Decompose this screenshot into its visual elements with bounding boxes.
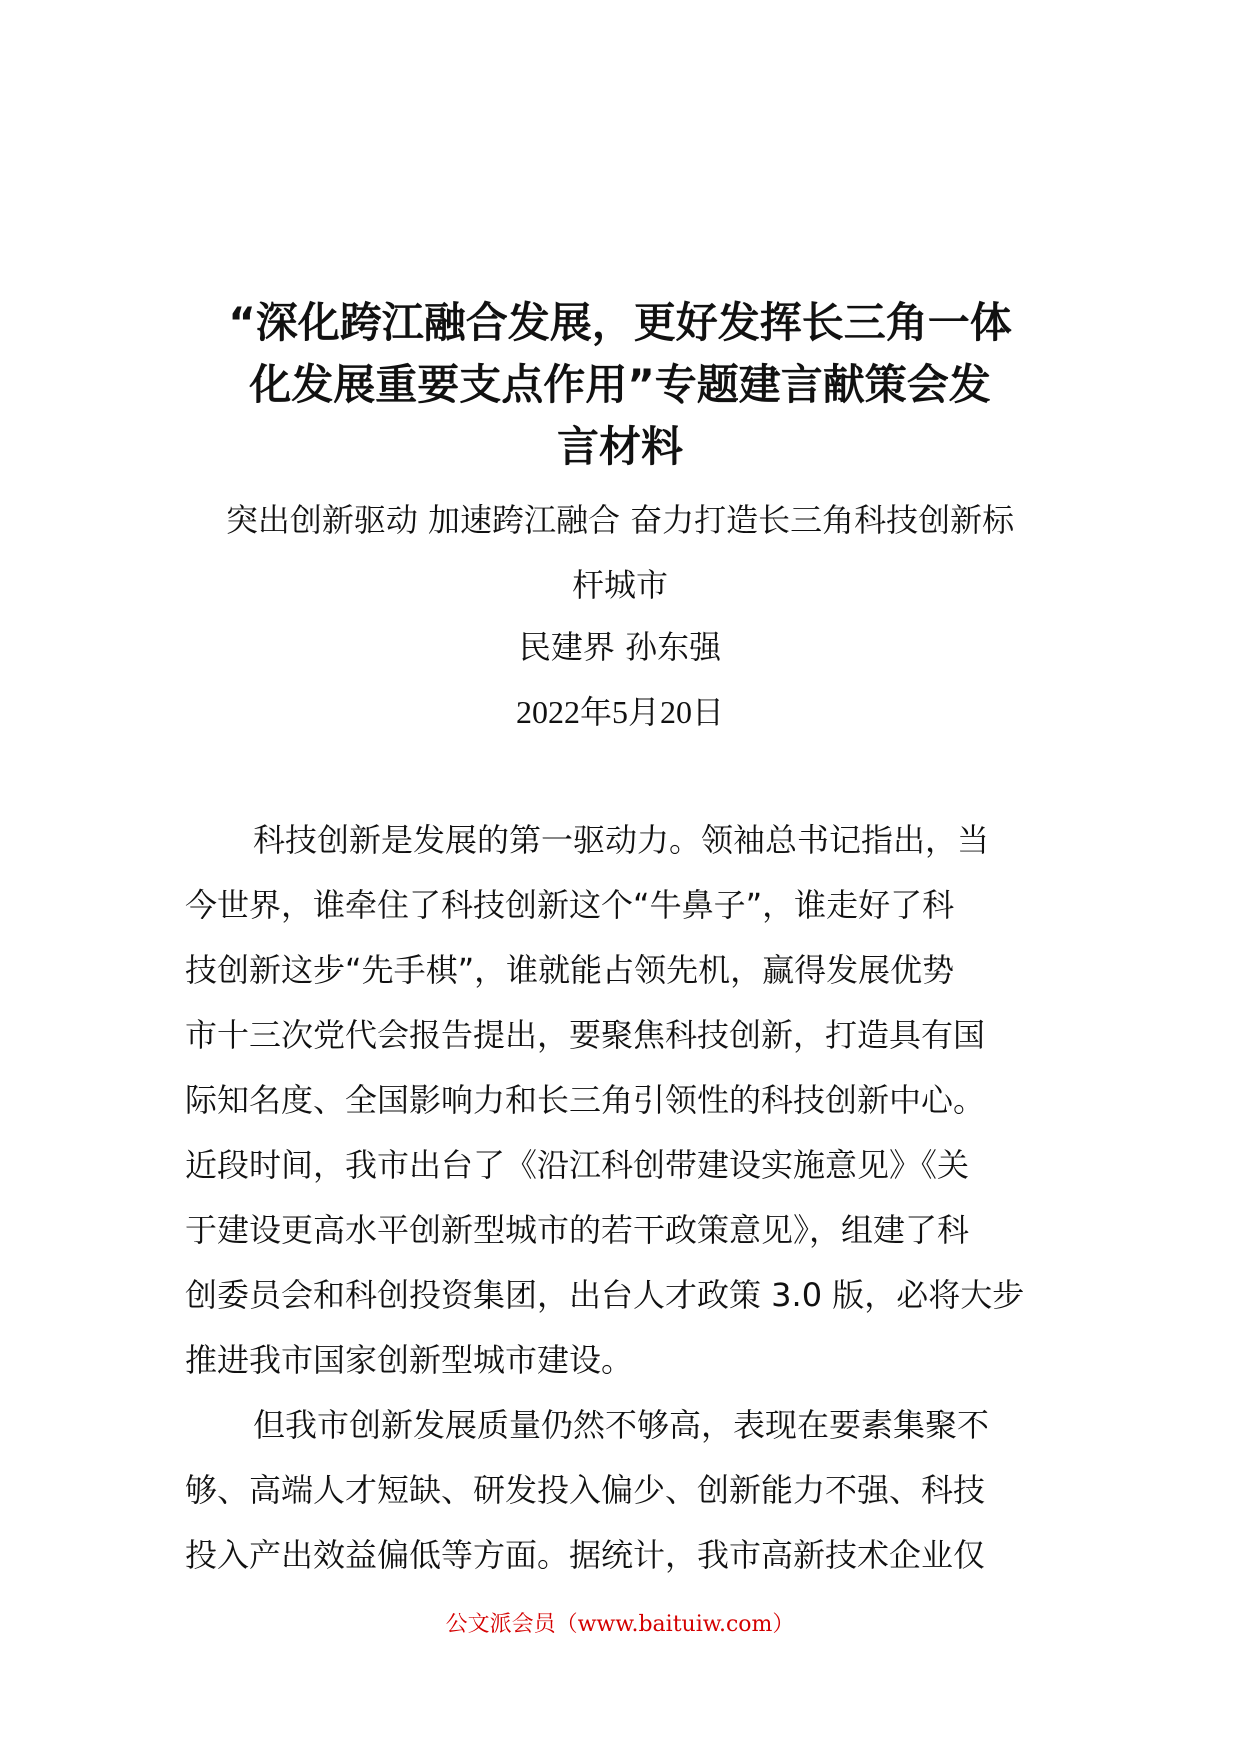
subtitle-line: 杆城市 xyxy=(571,566,668,604)
text-line: 科技创新是发展的第一驱动力。领袖总书记指出，当 xyxy=(253,821,990,859)
text-line: 际知名度、全国影响力和长三角引领性的科技创新中心。 xyxy=(185,1081,986,1119)
text-line: 投入产出效益偏低等方面。据统计，我市高新技术企业仅 xyxy=(185,1536,986,1574)
text-line: 近段时间，我市出台了《沿江科创带建设实施意见》《关 xyxy=(185,1146,970,1184)
author-line: 民建界 孙东强 xyxy=(518,628,722,666)
text-line: 够、高端人才短缺、研发投入偏少、创新能力不强、科技 xyxy=(185,1471,986,1509)
document-body xyxy=(185,808,1055,1588)
text-line: 推进我市国家创新型城市建设。 xyxy=(185,1341,634,1379)
title-line: 言材料 xyxy=(556,422,683,471)
document-title xyxy=(180,292,1060,478)
date-line: 2022年5月20日 xyxy=(515,694,724,730)
text-line: 今世界，谁牵住了科技创新这个“牛鼻子”，谁走好了科 xyxy=(185,886,955,924)
footer-watermark: 公文派会员（www.baituiw.com） xyxy=(445,1612,795,1637)
text-line: 技创新这步“先手棋”，谁就能占领先机，赢得发展优势 xyxy=(185,951,955,989)
text-line: 于建设更高水平创新型城市的若干政策意见》，组建了科 xyxy=(185,1211,970,1249)
title-line: “深化跨江融合发展，更好发挥长三角一体 xyxy=(228,298,1012,347)
document-subtitle xyxy=(180,488,1060,618)
subtitle-line: 突出创新驱动 加速跨江融合 奋力打造长三角科技创新标 xyxy=(225,501,1015,539)
paragraph-2 xyxy=(185,1393,1055,1588)
text-line: 市十三次党代会报告提出，要聚焦科技创新，打造具有国 xyxy=(185,1016,986,1054)
text-line: 但我市创新发展质量仍然不够高，表现在要素集聚不 xyxy=(253,1406,990,1444)
paragraph-1 xyxy=(185,808,1055,1393)
title-line: 化发展重要支点作用”专题建言献策会发 xyxy=(249,360,991,409)
text-line: 创委员会和科创投资集团，出台人才政策 3.0 版，必将大步 xyxy=(185,1276,1025,1314)
